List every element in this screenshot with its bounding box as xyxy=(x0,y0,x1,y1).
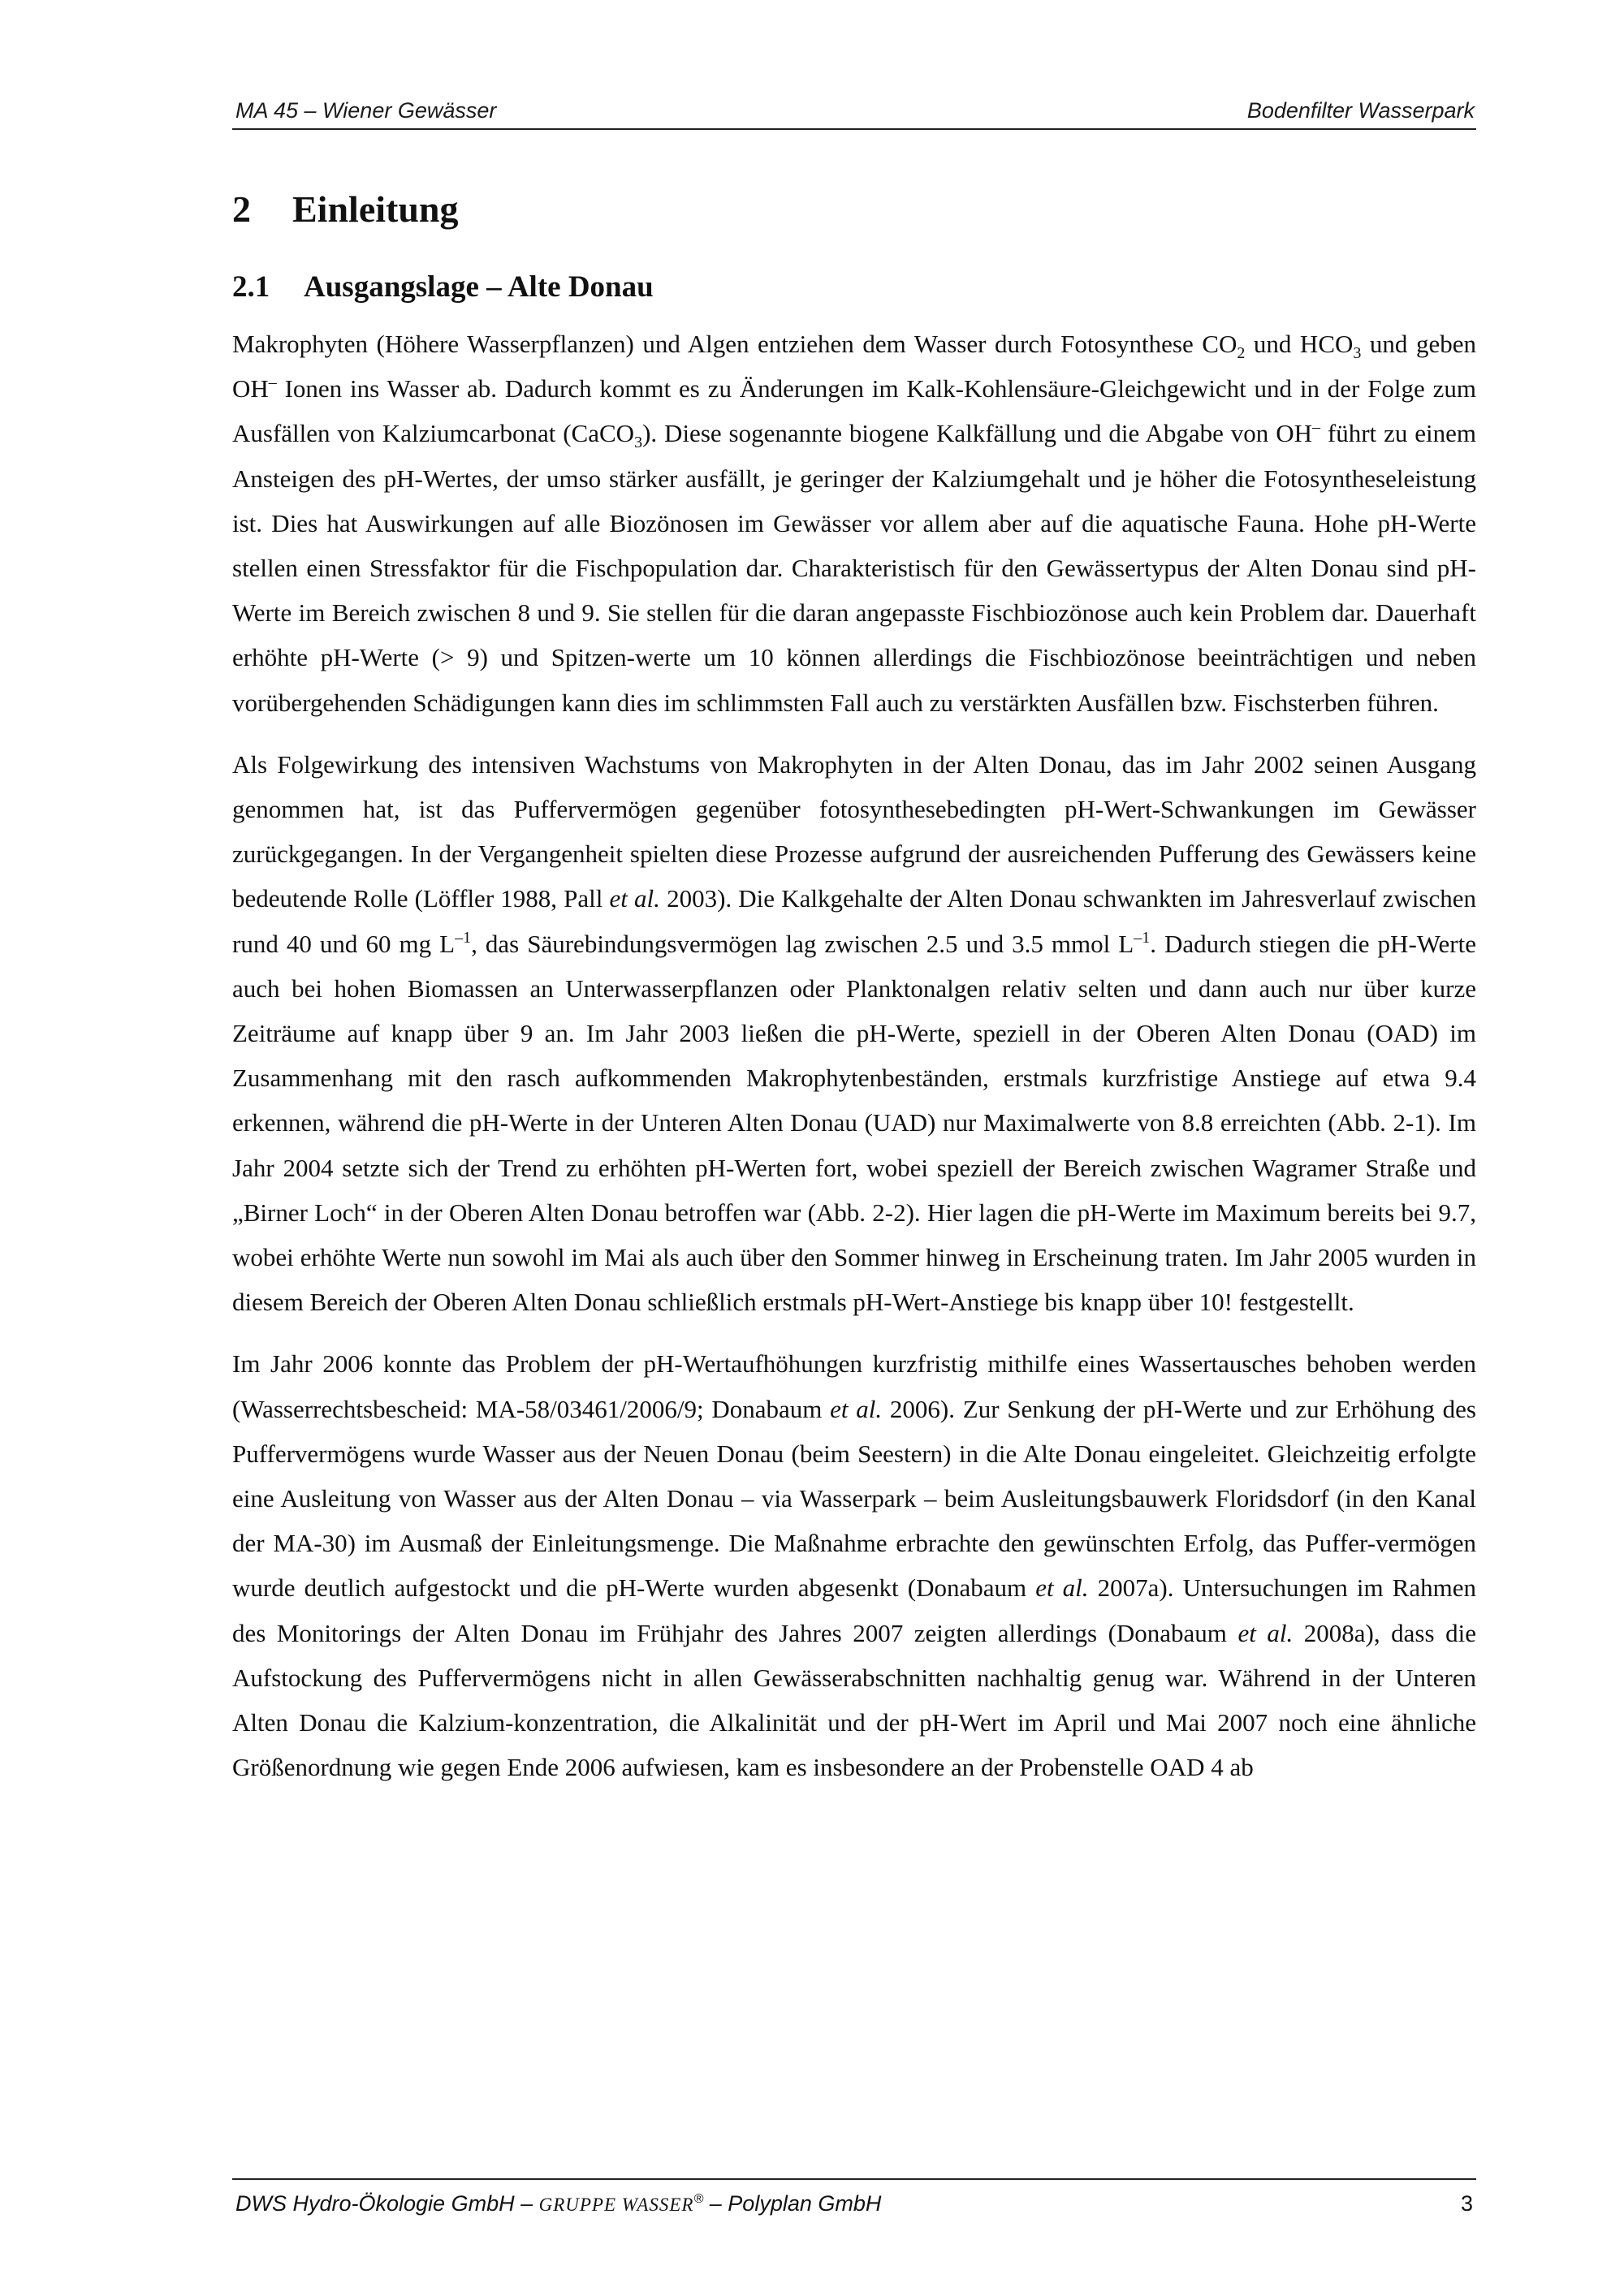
paragraph-2 xyxy=(232,742,1476,1325)
subscript: 3 xyxy=(1353,344,1362,362)
subscript: 3 xyxy=(634,434,643,452)
superscript: – xyxy=(1311,418,1320,437)
page-content xyxy=(232,185,1476,1790)
superscript: –1 xyxy=(1134,928,1151,947)
text-run: und HCO xyxy=(1245,330,1354,358)
footer-text: – Polyplan GmbH xyxy=(703,2191,882,2216)
header-left: MA 45 – Wiener Gewässer xyxy=(235,98,497,123)
registered-mark: ® xyxy=(693,2192,704,2206)
footer-text: DWS Hydro-Ökologie GmbH – xyxy=(235,2191,539,2216)
text-run: Ionen ins Wasser ab. Dadurch kommt es zu Änderungen im Kalk-Kohlensäure-Gleichgewicht und in der Folge zum Ausfällen von Kalziumcarbonat (CaCO xyxy=(232,374,1476,448)
paragraph-3 xyxy=(232,1341,1476,1789)
superscript: – xyxy=(268,373,277,392)
italic-text: et al. xyxy=(830,1394,883,1423)
section-title: Ausgangslage – Alte Donau xyxy=(304,270,654,304)
text-run: . Dadurch stiegen die pH-Werte auch bei hohen Biomassen an Unterwasserpflanzen oder Planktonalgen relativ selten und dann auch nur über kurze Zeiträume auf knapp über 9 an. Im Jahr 2003 ließen die pH-Werte, speziell in der Oberen Alten Donau (OAD) im Zusammenhang mit den rasch aufkommenden Makrophytenbeständen, erstmals kurzfristige Anstiege auf etwa 9.4 erkennen, während die pH-Werte in der Unteren Alten Donau (UAD) nur Maximalwerte von 8.8 erreichten (Abb. 2-1). Im Jahr 2004 setzte sich der Trend zu erhöhten pH-Werten fort, wobei speziell der Bereich zwischen Wagramer Straße und „Birner Loch“ in der Oberen Alten Donau betroffen war (Abb. 2-2). Hier lagen die pH-Werte im Maximum bereits bei 9.7, wobei erhöhte Werte nun sowohl im Mai als auch über den Sommer hinweg in Erscheinung traten. Im Jahr 2005 wurden in diesem Bereich der Oberen Alten Donau schließlich erstmals pH-Wert-Anstiege bis knapp über 10! festgestellt. xyxy=(232,929,1476,1317)
text-run: 2006). Zur Senkung der pH-Werte und zur Erhöhung des Puffervermögens wurde Wasser aus der Neuen Donau (beim Seestern) in die Alte Donau eingeleitet. Gleichzeitig erfolgte eine Ausleitung von Wasser aus der Alten Donau – via Wasserpark – beim Ausleitungsbauwerk Floridsdorf (in den Kanal der MA-30) im Ausmaß der Einleitungsmenge. Die Maßnahme erbrachte den gewünschten Erfolg, das Puffer-vermögen wurde deutlich aufgestockt und die pH-Werte wurden abgesenkt (Donabaum xyxy=(232,1394,1476,1603)
text-run: 2007a). Untersuchungen im Rahmen des Monitorings der Alten Donau im Frühjahr des Jahres 2007 zeigten allerdings (Donabaum xyxy=(232,1573,1476,1647)
text-run: Im Jahr 2006 konnte das Problem der pH-Wertaufhöhungen kurzfristig mithilfe eines Wassertausches behoben werden (Wasserrechtsbescheid: MA-58/03461/2006/9; Donabaum xyxy=(232,1349,1476,1423)
section-number: 2.1 xyxy=(232,270,270,304)
running-header xyxy=(232,96,1476,130)
page-footer xyxy=(232,2178,1476,2220)
paragraph-1 xyxy=(232,322,1476,725)
header-right: Bodenfilter Wasserpark xyxy=(1246,98,1475,123)
subscript: 2 xyxy=(1237,344,1246,362)
text-run: und geben OH xyxy=(232,330,1476,404)
text-run: , das Säurebindungsvermögen lag zwischen 2.5 und 3.5 mmol L xyxy=(471,929,1134,958)
text-run: führt zu einem Ansteigen des pH-Wertes, der umso stärker ausfällt, je geringer der Kalziumgehalt und je höher die Fotosyntheseleistung ist. Dies hat Auswirkungen auf alle Biozönosen im Gewässer vor allem aber auf die aquatische Fauna. Hohe pH-Werte stellen einen Stressfaktor für die Fischpopulation dar. Charakteristisch für den Gewässertypus der Alten Donau sind pH-Werte im Bereich zwischen 8 und 9. Sie stellen für die daran angepasste Fischbiozönose auch kein Problem dar. Dauerhaft erhöhte pH-Werte (> 9) und Spitzen-werte um 10 können allerdings die Fischbiozönose beeinträchtigen und neben vorübergehenden Schädigungen kann dies im schlimmsten Fall auch zu verstärkten Ausfällen bzw. Fischsterben führen. xyxy=(232,419,1477,717)
text-run: ). Diese sogenannte biogene Kalkfällung und die Abgabe von OH xyxy=(642,419,1312,448)
page-number: 3 xyxy=(1460,2191,1473,2216)
superscript: –1 xyxy=(455,928,472,947)
italic-text: et al. xyxy=(609,884,660,913)
chapter-number: 2 xyxy=(232,188,251,230)
section-heading xyxy=(232,268,1476,307)
chapter-heading xyxy=(232,185,1476,234)
footer-brand: GRUPPE WASSER xyxy=(538,2195,694,2215)
text-run: Als Folgewirkung des intensiven Wachstums von Makrophyten in der Alten Donau, das im Jahr 2002 seinen Ausgang genommen hat, ist das Puffervermögen gegenüber fotosynthesebedingten pH-Wert-Schwankungen im Gewässer zurückgegangen. In der Vergangenheit spielten diese Prozesse aufgrund der ausreichenden Pufferung des Gewässers keine bedeutende Rolle (Löffler 1988, Pall xyxy=(232,749,1476,913)
text-run: 2003). Die Kalkgehalte der Alten Donau schwankten im Jahresverlauf zwischen rund 40 und 60 mg L xyxy=(232,884,1476,958)
text-run: Makrophyten (Höhere Wasserpflanzen) und Algen entziehen dem Wasser durch Fotosynthese CO xyxy=(232,330,1237,358)
text-run: 2008a), dass die Aufstockung des Puffervermögens nicht in allen Gewässerabschnitten nachhaltig genug war. Während in der Unteren Alten Donau die Kalzium-konzentration, die Alkalinität und der pH-Wert im April und Mai 2007 noch eine ähnliche Größenordnung wie gegen Ende 2006 aufwiesen, kam es insbesondere an der Probenstelle OAD 4 ab xyxy=(232,1618,1476,1782)
italic-text: et al. xyxy=(1237,1618,1294,1647)
italic-text: et al. xyxy=(1035,1573,1089,1603)
footer-credits xyxy=(235,2187,881,2221)
chapter-title: Einleitung xyxy=(292,188,459,230)
